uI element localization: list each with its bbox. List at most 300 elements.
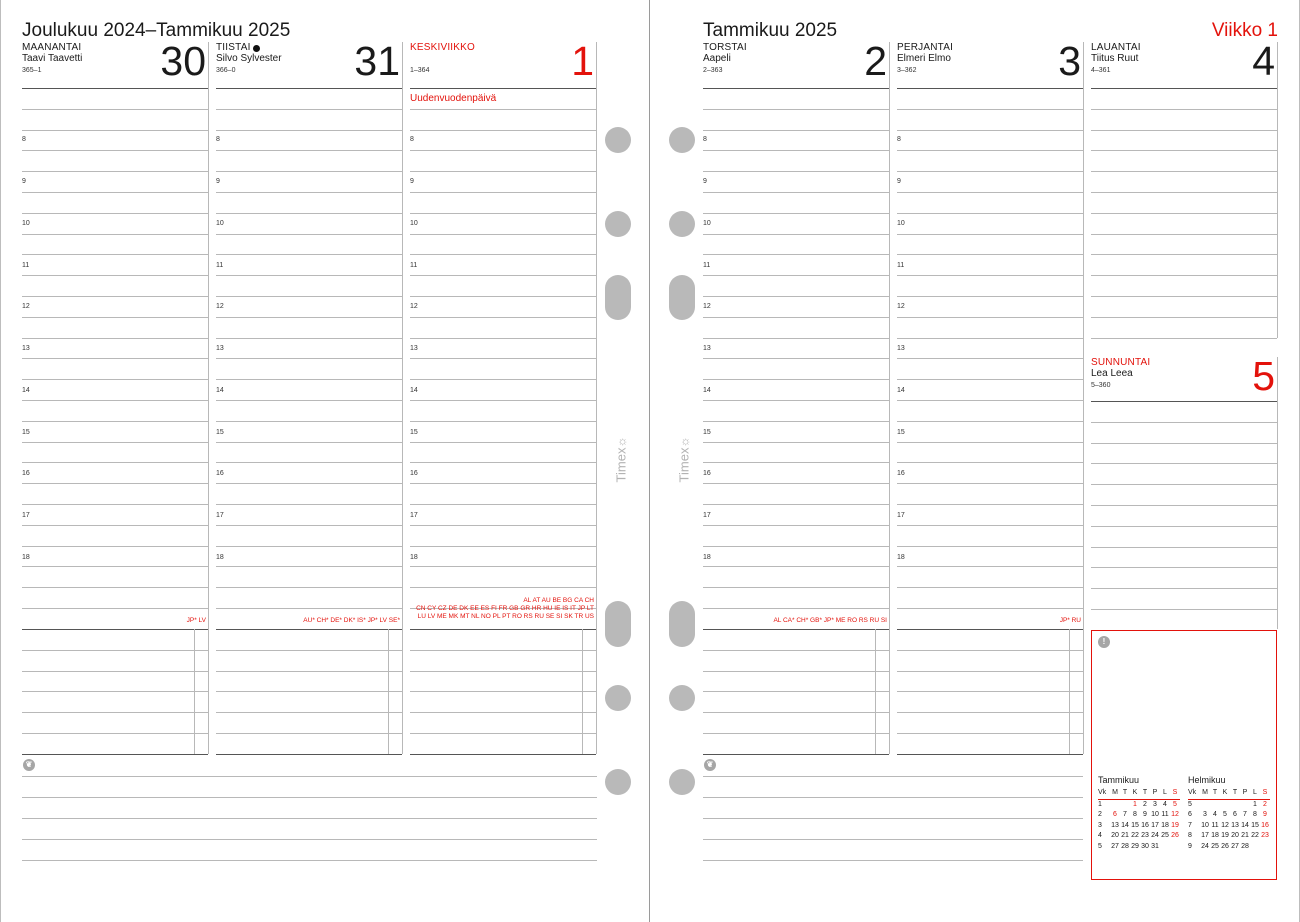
- hour-rule: [897, 150, 1083, 151]
- hour-rule: [703, 504, 889, 505]
- mini-calendar-day: [1240, 799, 1250, 810]
- mini-calendar-week: [1188, 831, 1270, 842]
- weekday-label: LAUANTAI: [1091, 42, 1141, 53]
- hour-rule: [703, 234, 889, 235]
- hour-rule: [410, 171, 596, 172]
- weekday-abbrev: M: [1110, 788, 1120, 799]
- hour-label: 18: [216, 554, 224, 561]
- country-codes: AL CA* CH* GB* JP* ME RO RS RU SI: [773, 617, 887, 624]
- hour-rule: [22, 338, 208, 339]
- mini-calendar-day: 17: [1151, 821, 1159, 829]
- country-codes: JP* LV: [186, 617, 206, 624]
- hour-rule: [410, 421, 596, 422]
- hour-rule: [897, 504, 1083, 505]
- mini-calendar-day: 8: [1253, 811, 1257, 818]
- mini-calendar-day: [1230, 799, 1240, 810]
- day-column: [897, 38, 1083, 882]
- note-rule: [22, 839, 597, 840]
- mini-calendar-day: 13: [1111, 821, 1119, 829]
- nameday-label: Silvo Sylvester: [216, 53, 282, 64]
- hour-rule: [22, 171, 208, 172]
- nameday-label: Elmeri Elmo: [897, 53, 951, 64]
- hour-rule: [703, 566, 889, 567]
- mini-calendar-day: 26: [1221, 842, 1229, 850]
- day-header: [22, 38, 208, 88]
- hour-rule: [897, 192, 1083, 193]
- mini-calendar-day: 2: [1098, 811, 1102, 818]
- hour-rule: [897, 483, 1083, 484]
- hour-label: 9: [22, 178, 26, 185]
- hour-rule: [410, 546, 596, 547]
- hour-rule: [897, 213, 1083, 214]
- hour-label: 13: [703, 345, 711, 352]
- mini-calendar-day: 14: [1241, 821, 1249, 829]
- hour-rule: [1091, 296, 1277, 297]
- hour-rule: [897, 608, 1083, 609]
- mini-calendar-day: 16: [1261, 821, 1269, 829]
- note-rule: [703, 818, 1083, 819]
- day-of-year: 366–0: [216, 67, 236, 74]
- hour-rule: [216, 296, 402, 297]
- hour-label: 10: [897, 220, 905, 227]
- mini-calendar-day: 3: [1098, 821, 1102, 829]
- task-rule: [216, 650, 402, 651]
- mini-calendar-day: 25: [1211, 842, 1219, 850]
- tasks-end-rule: [410, 754, 596, 755]
- mini-calendar-table: [1098, 788, 1180, 852]
- hour-label: 16: [703, 470, 711, 477]
- mini-calendar-day: 24: [1201, 842, 1209, 850]
- task-rule: [897, 712, 1083, 713]
- hour-rule: [22, 546, 208, 547]
- tasks-end-rule: [22, 754, 208, 755]
- mini-calendar-day: 1: [1253, 800, 1257, 808]
- page-title: Joulukuu 2024–Tammikuu 2025: [22, 20, 291, 41]
- country-flags: [303, 617, 400, 625]
- brand-logo: Timex☼: [676, 436, 692, 483]
- hour-label: 17: [216, 512, 224, 519]
- binder-hole: [669, 769, 695, 795]
- mini-calendar-week: [1188, 810, 1270, 821]
- hour-rule: [1091, 505, 1277, 506]
- hour-rule: [410, 400, 596, 401]
- weekday-abbrev: P: [1240, 788, 1250, 799]
- hour-label: 10: [410, 220, 418, 227]
- hour-label: 11: [897, 262, 905, 269]
- hour-rule: [410, 379, 596, 380]
- mini-calendar-day: [1120, 799, 1130, 810]
- hour-rule: [1091, 130, 1277, 131]
- mini-calendar-day: 4: [1098, 832, 1102, 839]
- hour-label: 15: [22, 429, 30, 436]
- hour-rule: [216, 483, 402, 484]
- hour-rule: [410, 234, 596, 235]
- mini-calendar-day: [1250, 842, 1260, 853]
- tasks-end-rule: [216, 754, 402, 755]
- hour-rule: [410, 192, 596, 193]
- mini-calendar-day: 20: [1231, 832, 1239, 839]
- hour-label: 14: [410, 387, 418, 394]
- note-rule: [703, 839, 1083, 840]
- weekday-abbrev: Vk: [1098, 788, 1110, 799]
- header-rule: [1091, 88, 1277, 89]
- hour-rule: [703, 462, 889, 463]
- hour-rule: [22, 608, 208, 609]
- task-rule: [897, 650, 1083, 651]
- hour-rule: [22, 483, 208, 484]
- hour-label: 18: [703, 554, 711, 561]
- hour-rule: [897, 296, 1083, 297]
- hour-rule: [410, 442, 596, 443]
- note-rule: [22, 818, 597, 819]
- mini-calendar-day: 5: [1223, 811, 1227, 818]
- hour-rule: [897, 171, 1083, 172]
- hour-rule: [1091, 609, 1277, 610]
- date-number: 5: [1252, 353, 1275, 399]
- mini-calendar-day: 8: [1133, 811, 1137, 818]
- checkbox-column-divider: [194, 629, 195, 754]
- week-label: Viikko 1: [1211, 20, 1278, 41]
- hour-rule: [22, 130, 208, 131]
- weekday-abbrev: T: [1120, 788, 1130, 799]
- day-header: [216, 38, 402, 88]
- mini-calendar-day: 21: [1121, 832, 1129, 839]
- hour-rule: [216, 130, 402, 131]
- weekday-abbrev: K: [1130, 788, 1140, 799]
- mini-calendar-day: 14: [1121, 821, 1129, 829]
- hour-rule: [410, 587, 596, 588]
- mini-calendar-day: 28: [1121, 842, 1129, 850]
- mini-calendar-day: 21: [1241, 832, 1249, 839]
- mini-calendar-day: 7: [1243, 811, 1247, 818]
- day-header: [1091, 353, 1277, 403]
- sunday-column: [1091, 353, 1277, 629]
- mini-calendar-day: 23: [1261, 832, 1269, 839]
- column-divider: [208, 42, 209, 754]
- mini-calendar-day: 9: [1143, 811, 1147, 818]
- hour-rule: [22, 587, 208, 588]
- nameday-label: Taavi Taavetti: [22, 53, 83, 64]
- nameday-label: Aapeli: [703, 53, 731, 64]
- hour-label: 15: [703, 429, 711, 436]
- day-header: [1091, 38, 1277, 88]
- mini-calendar-day: 15: [1251, 821, 1259, 829]
- page-edge: [0, 0, 1, 922]
- hour-rule: [22, 150, 208, 151]
- mini-calendar-day: 12: [1221, 821, 1229, 829]
- mini-calendar-day: [1220, 799, 1230, 810]
- hour-label: 13: [22, 345, 30, 352]
- weekday-abbrev: T: [1140, 788, 1150, 799]
- hour-rule: [22, 296, 208, 297]
- mini-calendar-day: 9: [1188, 842, 1192, 850]
- hour-rule: [216, 234, 402, 235]
- day-of-year: 5–360: [1091, 382, 1111, 389]
- hour-rule: [216, 462, 402, 463]
- mini-calendar-day: [1110, 799, 1120, 810]
- hour-rule: [897, 566, 1083, 567]
- hour-label: 9: [216, 178, 220, 185]
- mini-calendar-day: 20: [1111, 832, 1119, 839]
- tasks-rule: [703, 629, 889, 630]
- task-rule: [703, 691, 889, 692]
- mini-calendar-day: 2: [1263, 800, 1267, 808]
- mini-calendar-day: 15: [1131, 821, 1139, 829]
- task-rule: [22, 712, 208, 713]
- hour-rule: [22, 442, 208, 443]
- hour-rule: [703, 109, 889, 110]
- task-rule: [216, 691, 402, 692]
- hour-rule: [216, 109, 402, 110]
- hour-label: 14: [22, 387, 30, 394]
- hour-rule: [1091, 254, 1277, 255]
- hour-rule: [216, 358, 402, 359]
- hour-rule: [897, 379, 1083, 380]
- sun-icon: ☼: [614, 436, 629, 448]
- country-codes: CN CY CZ DE DK EE ES FI FR GB GR HR HU IE IS IT JP LT: [416, 605, 594, 612]
- mini-calendar-day: 6: [1188, 811, 1192, 818]
- mini-calendar-day: [1260, 842, 1270, 853]
- binder-hole: [605, 601, 631, 647]
- task-rule: [410, 712, 596, 713]
- hour-rule: [703, 275, 889, 276]
- hour-rule: [1091, 275, 1277, 276]
- header-rule: [22, 88, 208, 89]
- hour-rule: [703, 254, 889, 255]
- checkbox-column-divider: [582, 629, 583, 754]
- hour-rule: [216, 254, 402, 255]
- hour-rule: [897, 109, 1083, 110]
- hour-rule: [703, 338, 889, 339]
- mini-calendar-day: 19: [1221, 832, 1229, 839]
- date-number: 31: [354, 38, 400, 84]
- sun-icon: ☼: [677, 436, 692, 448]
- hour-rule: [216, 338, 402, 339]
- header-rule: [1091, 401, 1277, 402]
- task-rule: [897, 671, 1083, 672]
- hour-rule: [410, 213, 596, 214]
- column-divider: [1277, 42, 1278, 338]
- country-codes: AU* CH* DE* DK* IS* JP* LV SE*: [303, 617, 400, 624]
- hour-rule: [216, 213, 402, 214]
- note-rule: [703, 776, 1083, 777]
- checkbox-column-divider: [875, 629, 876, 754]
- day-column: [216, 38, 402, 882]
- nameday-label: Tiitus Ruut: [1091, 53, 1139, 64]
- hour-label: 17: [703, 512, 711, 519]
- task-rule: [216, 733, 402, 734]
- hour-rule: [216, 317, 402, 318]
- day-column: [703, 38, 889, 882]
- hour-rule: [897, 400, 1083, 401]
- mini-calendar-day: 26: [1171, 832, 1179, 839]
- hour-label: 14: [703, 387, 711, 394]
- hour-rule: [703, 150, 889, 151]
- task-rule: [703, 733, 889, 734]
- country-flags: [1060, 617, 1081, 625]
- hour-label: 11: [22, 262, 30, 269]
- mini-calendar-week: [1098, 810, 1180, 821]
- mini-calendar-day: 18: [1211, 832, 1219, 839]
- mini-calendar-week: [1188, 799, 1270, 810]
- task-rule: [410, 733, 596, 734]
- weekday-abbrev: S: [1260, 788, 1270, 799]
- binder-hole: [669, 601, 695, 647]
- hour-rule: [216, 442, 402, 443]
- hour-rule: [22, 275, 208, 276]
- mini-calendar-day: 27: [1231, 842, 1239, 850]
- mini-calendar-day: 2: [1143, 800, 1147, 808]
- note-rule: [22, 860, 597, 861]
- hour-rule: [703, 546, 889, 547]
- mini-calendar-title: Helmikuu: [1188, 775, 1226, 785]
- weekday-abbrev: Vk: [1188, 788, 1200, 799]
- hour-rule: [216, 421, 402, 422]
- header-rule: [897, 88, 1083, 89]
- hour-rule: [897, 462, 1083, 463]
- binder-hole: [669, 275, 695, 320]
- mini-calendar-day: [1170, 842, 1180, 853]
- hour-rule: [1091, 234, 1277, 235]
- hour-rule: [1091, 192, 1277, 193]
- hour-label: 16: [216, 470, 224, 477]
- hour-rule: [216, 150, 402, 151]
- day-header: [410, 38, 596, 88]
- day-of-year: 1–364: [410, 67, 430, 74]
- hour-rule: [410, 566, 596, 567]
- mini-calendar-february: [1188, 775, 1270, 852]
- mini-calendar-week: [1098, 831, 1180, 842]
- mini-calendar-day: 6: [1113, 811, 1117, 818]
- hour-rule: [1091, 547, 1277, 548]
- hour-label: 18: [410, 554, 418, 561]
- task-rule: [410, 691, 596, 692]
- mini-calendar-day: 25: [1161, 832, 1169, 839]
- hour-rule: [216, 566, 402, 567]
- binder-hole: [605, 685, 631, 711]
- hour-rule: [410, 504, 596, 505]
- date-number: 30: [160, 38, 206, 84]
- mini-calendar-day: [1200, 799, 1210, 810]
- column-divider: [1083, 42, 1084, 754]
- mini-calendar-day: 7: [1123, 811, 1127, 818]
- task-rule: [703, 650, 889, 651]
- mini-calendar-day: 5: [1098, 842, 1102, 850]
- wreath-icon: ❦: [704, 759, 716, 771]
- header-rule: [410, 88, 596, 89]
- hour-rule: [22, 400, 208, 401]
- tasks-end-rule: [897, 754, 1083, 755]
- hour-rule: [897, 442, 1083, 443]
- note-rule: [703, 860, 1083, 861]
- day-of-year: 365–1: [22, 67, 42, 74]
- hour-label: 11: [410, 262, 418, 269]
- hour-rule: [897, 130, 1083, 131]
- hour-rule: [703, 379, 889, 380]
- column-divider: [1277, 357, 1278, 629]
- hour-rule: [703, 192, 889, 193]
- weekday-abbrev: P: [1150, 788, 1160, 799]
- hour-rule: [22, 379, 208, 380]
- hour-label: 13: [410, 345, 418, 352]
- hour-rule: [703, 421, 889, 422]
- binder-hole: [669, 211, 695, 237]
- binder-hole: [605, 769, 631, 795]
- mini-calendar-day: 3: [1153, 800, 1157, 808]
- hour-rule: [703, 213, 889, 214]
- saturday-end-rule: [1091, 338, 1277, 339]
- hour-rule: [897, 234, 1083, 235]
- hour-rule: [216, 171, 402, 172]
- hour-label: 13: [897, 345, 905, 352]
- weekday-label: TIISTAI: [216, 42, 251, 53]
- weekday-label: KESKIVIIKKO: [410, 42, 476, 53]
- tasks-rule: [22, 629, 208, 630]
- hour-rule: [703, 317, 889, 318]
- task-rule: [703, 712, 889, 713]
- hour-rule: [1091, 588, 1277, 589]
- hour-rule: [216, 275, 402, 276]
- hour-rule: [897, 338, 1083, 339]
- country-codes: LU LV ME MK MT NL NO PL PT RO RS RU SE SI SK TR US: [417, 613, 594, 620]
- hour-label: 16: [410, 470, 418, 477]
- column-divider: [402, 42, 403, 754]
- hour-rule: [22, 566, 208, 567]
- hour-label: 10: [703, 220, 711, 227]
- mini-calendar-day: 29: [1131, 842, 1139, 850]
- day-of-year: 4–361: [1091, 67, 1111, 74]
- task-rule: [22, 691, 208, 692]
- hour-rule: [216, 525, 402, 526]
- hour-rule: [1091, 317, 1277, 318]
- mini-calendar-day: 19: [1171, 821, 1179, 829]
- mini-calendar-day: 4: [1163, 800, 1167, 808]
- hour-rule: [22, 358, 208, 359]
- hour-label: 12: [703, 303, 711, 310]
- hour-rule: [22, 421, 208, 422]
- hour-rule: [897, 254, 1083, 255]
- weekday-label: MAANANTAI: [22, 42, 82, 53]
- mini-calendar-day: 24: [1151, 832, 1159, 839]
- hour-rule: [410, 275, 596, 276]
- hour-rule: [703, 296, 889, 297]
- weekday-abbrev: S: [1170, 788, 1180, 799]
- mini-calendar-day: 28: [1241, 842, 1249, 850]
- hour-label: 14: [216, 387, 224, 394]
- hour-rule: [703, 483, 889, 484]
- task-rule: [703, 671, 889, 672]
- hour-rule: [216, 546, 402, 547]
- hour-label: 10: [22, 220, 30, 227]
- task-rule: [216, 712, 402, 713]
- binder-hole: [605, 211, 631, 237]
- weekday-label: PERJANTAI: [897, 42, 954, 53]
- header-rule: [703, 88, 889, 89]
- hour-rule: [703, 358, 889, 359]
- hour-label: 14: [897, 387, 905, 394]
- task-rule: [897, 691, 1083, 692]
- hour-label: 12: [216, 303, 224, 310]
- column-divider: [889, 42, 890, 754]
- mini-calendar-day: 4: [1213, 811, 1217, 818]
- hour-rule: [1091, 484, 1277, 485]
- weekday-abbrev: L: [1250, 788, 1260, 799]
- day-column: [410, 38, 596, 882]
- hour-rule: [703, 608, 889, 609]
- hour-label: 9: [703, 178, 707, 185]
- mini-calendar-day: [1210, 799, 1220, 810]
- binder-hole: [605, 127, 631, 153]
